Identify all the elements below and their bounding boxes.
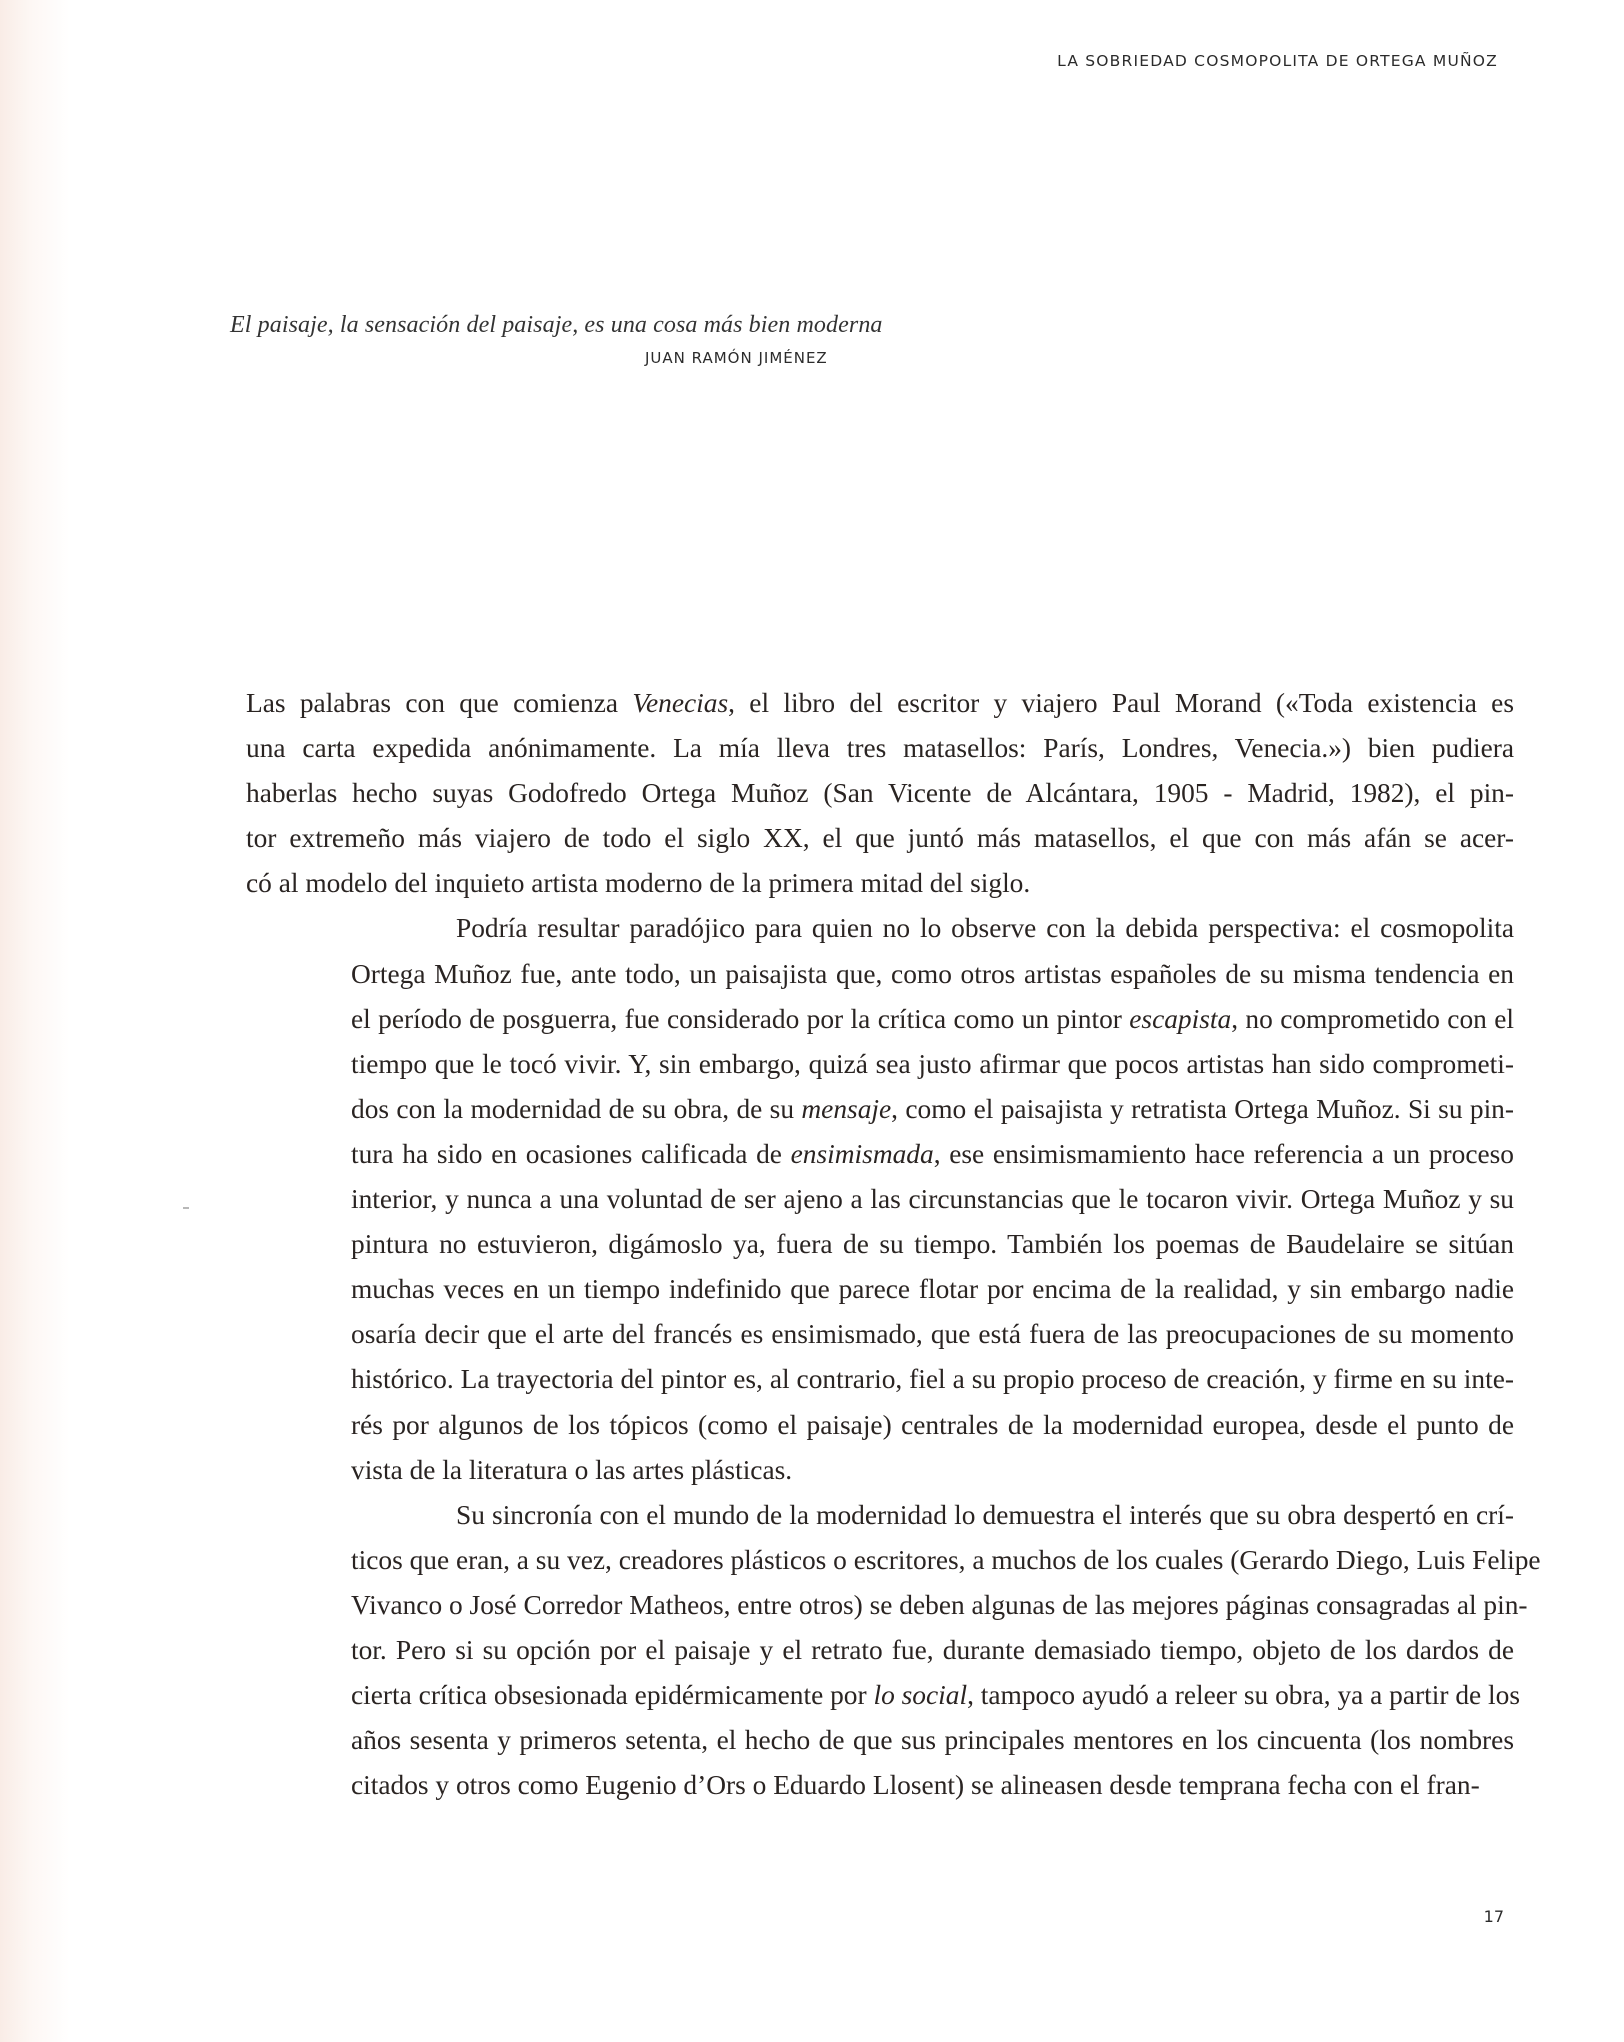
italic-term: Venecias	[632, 688, 729, 718]
italic-term: ensimismada	[790, 1138, 934, 1169]
text-line: dos con la modernidad de su obra, de su mensaje, como el paisajista y retratista Ortega Muñoz. Si su pin-	[351, 1093, 1514, 1124]
text-line: Su sincronía con el mundo de la modernidad lo demuestra el interés que su obra despertó en crí-	[456, 1499, 1514, 1530]
text-line: citados y otros como Eugenio d’Ors o Eduardo Llosent) se alineasen desde temprana fecha con el fran-	[351, 1770, 1480, 1801]
epigraph-author: JUAN RAMÓN JIMÉNEZ	[645, 349, 828, 367]
body-text	[246, 681, 1541, 1808]
text-line: vista de la literatura o las artes plásticas.	[351, 1454, 793, 1485]
running-head: LA SOBRIEDAD COSMOPOLITA DE ORTEGA MUÑOZ	[1057, 52, 1498, 70]
text-line: Podría resultar paradójico para quien no lo observe con la debida perspectiva: el cosmopolita	[456, 913, 1514, 944]
text-line: Vivanco o José Corredor Matheos, entre otros) se deben algunas de las mejores páginas consagradas al pin-	[351, 1589, 1528, 1620]
text-line: tor extremeño más viajero de todo el siglo XX, el que juntó más matasellos, el que con más afán se acer-	[246, 823, 1514, 854]
italic-term: escapista	[1129, 1003, 1232, 1034]
text-line: histórico. La trayectoria del pintor es, al contrario, fiel a su propio proceso de creación, y firme en su inte-	[351, 1364, 1514, 1395]
text-line: Ortega Muñoz fue, ante todo, un paisajista que, como otros artistas españoles de su misma tendencia en	[351, 958, 1514, 989]
text-line: haberlas hecho suyas Godofredo Ortega Muñoz (San Vicente de Alcántara, 1905 - Madrid, 1982), el pin-	[246, 778, 1514, 809]
text-line: pintura no estuvieron, digámoslo ya, fuera de su tiempo. También los poemas de Baudelaire se sitúan	[351, 1229, 1514, 1260]
italic-term: lo social	[873, 1680, 968, 1711]
text-line: muchas veces en un tiempo indefinido que parece flotar por encima de la realidad, y sin embargo nadie	[351, 1274, 1514, 1305]
text-line: Las palabras con que comienza Venecias, el libro del escritor y viajero Paul Morand («Toda existencia es	[246, 688, 1514, 718]
text-line: rés por algunos de los tópicos (como el paisaje) centrales de la modernidad europea, desde el punto de	[351, 1409, 1514, 1440]
paragraph	[246, 906, 1514, 1492]
text-line: una carta expedida anónimamente. La mía lleva tres matasellos: París, Londres, Venecia.») bien pudiera	[246, 733, 1514, 764]
epigraph-quote: El paisaje, la sensación del paisaje, es una cosa más bien moderna	[230, 312, 883, 338]
text-line: años sesenta y primeros setenta, el hecho de que sus principales mentores en los cincuenta (los nombres	[351, 1725, 1514, 1756]
text-line: cierta crítica obsesionada epidérmicamente por lo social, tampoco ayudó a releer su obra, ya a partir de los	[351, 1680, 1520, 1711]
italic-term: mensaje	[801, 1093, 892, 1124]
text-line: có al modelo del inquieto artista moderno de la primera mitad del siglo.	[246, 868, 1031, 899]
scan-speck	[183, 1207, 189, 1209]
epigraph	[230, 312, 883, 367]
text-line: osaría decir que el arte del francés es ensimismado, que está fuera de las preocupaciones de su momento	[351, 1319, 1514, 1350]
text-line: ticos que eran, a su vez, creadores plásticos o escritores, a muchos de los cuales (Gerardo Diego, Luis Felipe	[351, 1544, 1541, 1575]
text-line: tiempo que le tocó vivir. Y, sin embargo, quizá sea justo afirmar que pocos artistas han sido comprometi-	[351, 1048, 1514, 1079]
text-line: tor. Pero si su opción por el paisaje y el retrato fue, durante demasiado tiempo, objeto de los dardos de	[351, 1634, 1514, 1665]
paragraph	[246, 1493, 1541, 1809]
page-number: 17	[1483, 1907, 1504, 1926]
text-line: interior, y nunca a una voluntad de ser ajeno a las circunstancias que le tocaron vivir. Ortega Muñoz y su	[351, 1184, 1514, 1215]
paragraph	[246, 681, 1514, 906]
text-line: el período de posguerra, fue considerado por la crítica como un pintor escapista, no comprometido con el	[351, 1003, 1514, 1034]
text-line: tura ha sido en ocasiones calificada de ensimismada, ese ensimismamiento hace referencia a un proceso	[351, 1138, 1515, 1169]
